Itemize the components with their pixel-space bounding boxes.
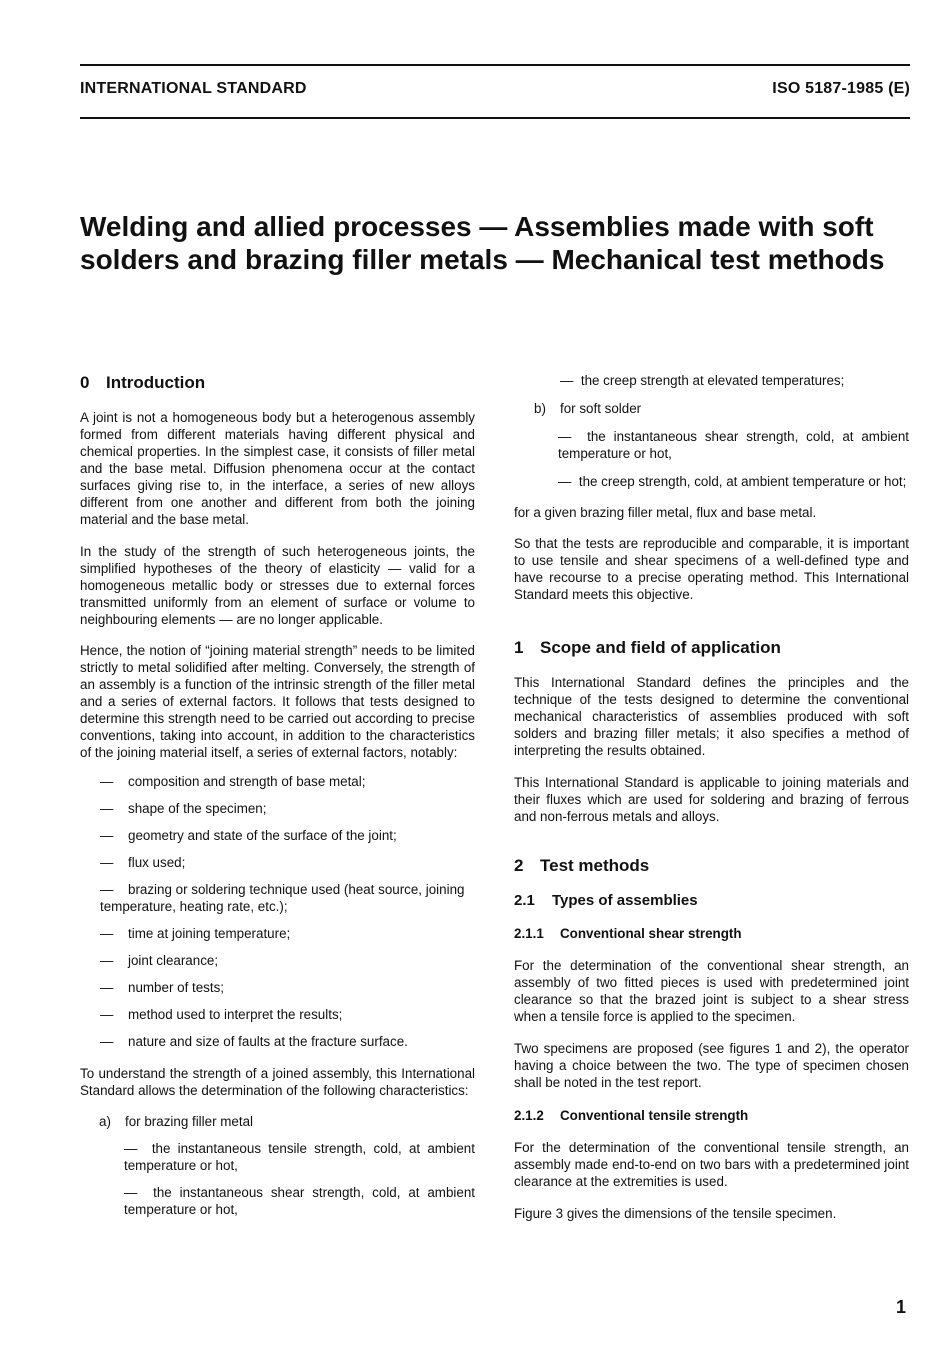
item-a-subitem: — the creep strength at elevated temperatures; bbox=[560, 373, 845, 388]
item-a-subitem: — the instantaneous tensile strength, cold, at ambient temperature or hot, bbox=[124, 1141, 475, 1173]
list-item: — geometry and state of the surface of the joint; bbox=[100, 828, 397, 843]
left-column bbox=[80, 372, 475, 1218]
list-item: — joint clearance; bbox=[100, 953, 219, 968]
item-a-subitem: — the instantaneous shear strength, cold, at ambient temperature or hot, bbox=[124, 1185, 475, 1217]
tensile-paragraph-2: Figure 3 gives the dimensions of the tensile specimen. bbox=[514, 1206, 837, 1221]
tensile-paragraph-1: For the determination of the conventional tensile strength, an assembly made end-to-end on two bars with a predetermined joint clearance at the extremities is used. bbox=[514, 1140, 909, 1189]
section-2-heading: 2 Test methods bbox=[514, 856, 650, 875]
section-0-heading: 0 Introduction bbox=[80, 373, 206, 392]
section-2-1-2-heading: 2.1.2 Conventional tensile strength bbox=[514, 1108, 749, 1123]
list-item: — flux used; bbox=[100, 855, 186, 870]
right-column bbox=[514, 372, 909, 1222]
document-title: Welding and allied processes — Assemblies made with soft solders and brazing filler metals — Mechanical test methods bbox=[80, 211, 885, 275]
item-b-subitem: — the creep strength, cold, at ambient temperature or hot; bbox=[558, 474, 907, 489]
intro-paragraph-1: A joint is not a homogeneous body but a heterogenous assembly formed from different materials having different physical and chemical properties. In the simplest case, it consists of filler metal and the base metal. Diffusion phenomena occur at the contact surfaces giving rise to, in the interface, a series of new alloys different from one another and different from both the joining material and the base metal. bbox=[80, 410, 475, 527]
list-item: — composition and strength of base metal; bbox=[100, 774, 366, 789]
scope-paragraph-1: This International Standard defines the principles and the technique of the tests designed to determine the conventional mechanical characteristics of assemblies produced with soft solders and brazing filler metals; it also specifies a method of interpreting the results obtained. bbox=[514, 675, 909, 758]
list-item: — number of tests; bbox=[100, 980, 225, 995]
list-item: — shape of the specimen; bbox=[100, 801, 267, 816]
header-standard-label: INTERNATIONAL STANDARD bbox=[80, 80, 307, 97]
header-standard-number: ISO 5187-1985 (E) bbox=[772, 80, 910, 97]
item-b-subitem: — the instantaneous shear strength, cold, at ambient temperature or hot, bbox=[558, 429, 909, 461]
list-item: — nature and size of faults at the fracture surface. bbox=[100, 1034, 408, 1049]
intro-paragraph-4: To understand the strength of a joined assembly, this International Standard allows the determination of the following characteristics: bbox=[80, 1066, 475, 1098]
shear-paragraph-2: Two specimens are proposed (see figures 1 and 2), the operator having a choice between the two. The type of specimen chosen shall be noted in the test report. bbox=[514, 1041, 909, 1090]
intro-paragraph-2: In the study of the strength of such heterogeneous joints, the simplified hypotheses of the theory of elasticity — valid for a homogeneous metallic body or stresses due to external forces transmitted uniformly from an element of surface or volume to neighbouring elements — are no longer applicable. bbox=[80, 544, 475, 627]
section-1-heading: 1 Scope and field of application bbox=[514, 638, 781, 657]
item-b: b) for soft solder bbox=[534, 401, 642, 416]
item-a: a) for brazing filler metal bbox=[99, 1114, 254, 1129]
header-top-rule bbox=[80, 64, 910, 66]
intro-paragraph-3: Hence, the notion of “joining material strength” needs to be limited strictly to metal solidified after melting. Conversely, the strength of an assembly is a function of the intrinsic strength of the filler metal and a series of external factors. It follows that tests designed to determine this strength need to be carried out according to precise conventions, taking into account, in addition to the characteristics of the joining material itself, a series of external factors, notably: bbox=[80, 643, 475, 760]
intro-paragraph-6: So that the tests are reproducible and comparable, it is important to use tensile and shear specimens of a well-defined type and have recourse to a precise operating method. This International Standard meets this objective. bbox=[514, 536, 909, 602]
section-2-1-1-heading: 2.1.1 Conventional shear strength bbox=[514, 926, 742, 941]
section-2-1-heading: 2.1 Types of assemblies bbox=[514, 892, 698, 909]
list-item: — method used to interpret the results; bbox=[100, 1007, 343, 1022]
page-number: 1 bbox=[895, 1297, 906, 1317]
list-item: — time at joining temperature; bbox=[100, 926, 291, 941]
intro-paragraph-5: for a given brazing filler metal, flux and base metal. bbox=[514, 505, 817, 520]
scope-paragraph-2: This International Standard is applicable to joining materials and their fluxes which are used for soldering and brazing of ferrous and non-ferrous metals and alloys. bbox=[514, 775, 909, 824]
external-factors-list bbox=[80, 773, 475, 1050]
shear-paragraph-1: For the determination of the conventional shear strength, an assembly of two fitted pieces is used with predetermined joint clearance so that the brazed joint is subject to a shear stress when a tensile force is applied to the specimen. bbox=[514, 958, 909, 1024]
header-bottom-rule bbox=[80, 117, 910, 119]
list-item: — brazing or soldering technique used (heat source, joining temperature, heating rate, etc.); bbox=[100, 882, 465, 914]
